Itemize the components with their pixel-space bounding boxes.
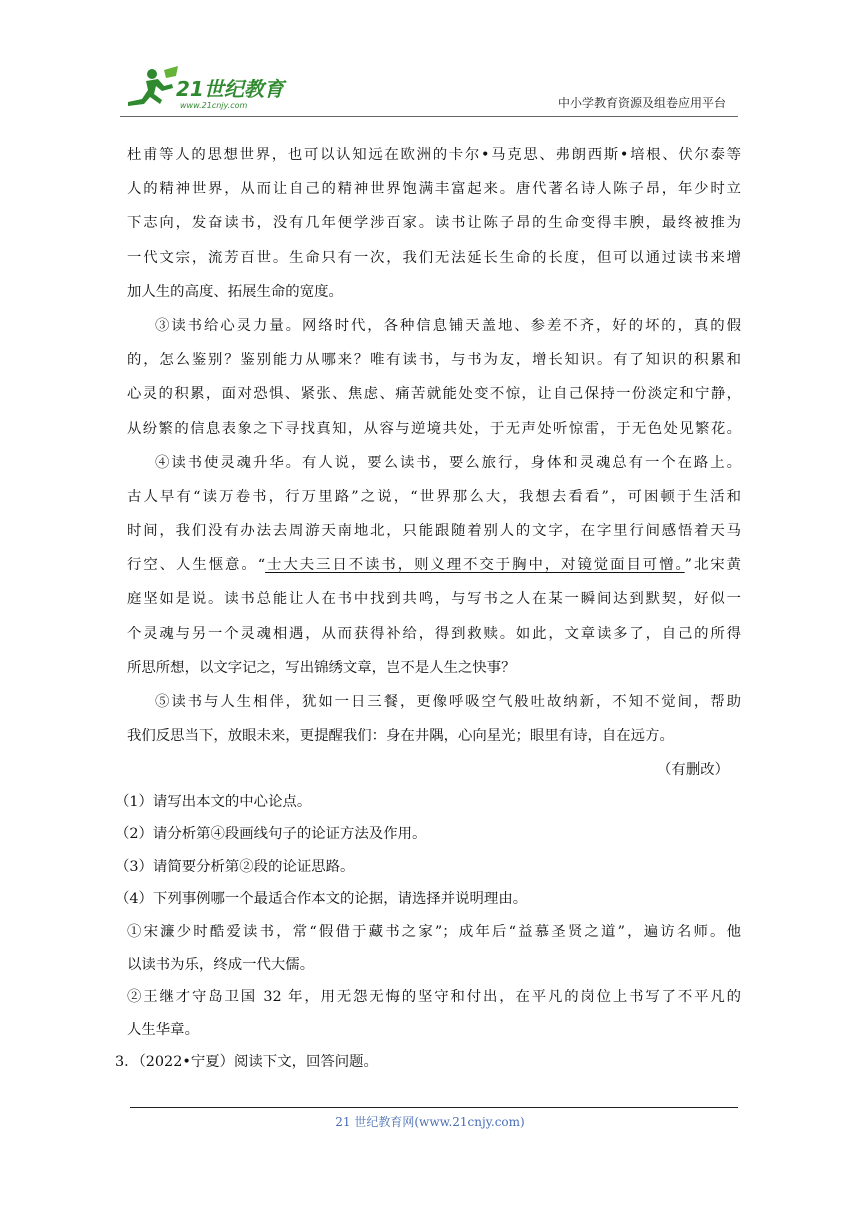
text-line: 所思所想，以文字记之，写出锦绣文章，岂不是人生之快事？ [127,659,516,676]
question-item: （4）下列事例哪一个最适合作本文的论据，请选择并说明理由。 [115,891,528,908]
footer-divider [130,1107,738,1108]
text-line: 下志向，发奋读书，没有几年便学涉百家。读书让陈子昂的生命变得丰腴，最终被推为 [127,215,741,232]
example-option-2 [127,981,741,1046]
text-line: ⑤读书与人生相伴，犹如一日三餐，更像呼吸空气般吐故纳新，不知不觉间，帮助 [155,694,741,710]
text-line: 古人早有“读万卷书，行万里路”之说，“世界那么大，我想去看看”，可困顿于生活和 [127,488,741,505]
text-line: ③读书给心灵力量。网络时代，各种信息铺天盖地、参差不齐，好的坏的，真的假 [155,317,741,334]
paragraph-4 [127,446,741,685]
svg-text:www.21cnjy.com: www.21cnjy.com [180,101,248,110]
text-line [127,548,741,582]
text-line: ①宋濂少时酷爱读书，常“假借于藏书之家”；成年后“益慕圣贤之道”，遍访名师。他 [127,923,741,940]
text-line: ②王继才守岛卫国 32 年，用无怨无悔的坚守和付出，在平凡的岗位上书写了不平凡的 [127,989,741,1006]
text-segment: ”北宋黄 [684,557,742,574]
text-line: 庭坚如是说。读书总能让人在书中找到共鸣，与写书之人在某一瞬间达到默契，好似一 [127,591,741,608]
page-header [120,64,740,114]
text-line: ④读书使灵魂升华。有人说，要么读书，要么旅行，身体和灵魂总有一个在路上。 [155,454,741,471]
question-item: （1）请写出本文的中心论点。 [115,793,312,810]
paragraph-3 [127,309,741,446]
text-line: 心灵的积累，面对恐惧、紧张、焦虑、痛苦就能处变不惊，让自己保持一份淡定和宁静， [127,386,741,403]
source-note: （有删改） [657,762,729,779]
text-line: 杜甫等人的思想世界，也可以认知远在欧洲的卡尔•马克思、弗朗西斯•培根、伏尔泰等 [127,147,741,163]
svg-text:21世纪教育: 21世纪教育 [176,77,284,101]
text-line: 的，怎么鉴别？鉴别能力从哪来？唯有读书，与书为友，增长知识。有了知识的积累和 [127,352,741,369]
text-line: 人的精神世界，从而让自己的精神世界饱满丰富起来。唐代著名诗人陈子昂，年少时立 [127,181,741,198]
next-question-heading: 3．（2022•宁夏）阅读下文，回答问题。 [115,1054,378,1071]
text-line: 加人生的高度、拓展生命的宽度。 [127,283,343,300]
question-list [115,786,741,916]
text-line: 我们反思当下，放眼未来，更提醒我们：身在井隅，心向星光；眼里有诗，自在远方。 [127,728,674,745]
question-item: （2）请分析第④段画线句子的论证方法及作用。 [115,826,427,843]
text-line: 时间，我们没有办法去周游天南地北，只能跟随着别人的文字，在字里行间感悟着天马 [127,523,741,540]
text-line: 从纷繁的信息表象之下寻找真知，从容与逆境共处，于无声处听惊雷，于无色处见繁花。 [127,420,741,437]
site-logo [120,64,290,112]
underlined-sentence: 士大夫三日不读书，则义理不交于胸中，对镜觉面目可憎。 [265,557,685,574]
text-line: 一代文宗，流芳百世。生命只有一次，我们无法延长生命的长度，但可以通过读书来增 [127,249,741,266]
platform-name: 中小学教育资源及组卷应用平台 [557,96,726,110]
text-line: 个灵魂与另一个灵魂相遇，从而获得补给，得到救赎。如此，文章读多了，自己的所得 [127,625,741,642]
text-segment: 行空、人生惬意。“ [127,557,266,574]
question-item: （3）请简要分析第②段的论证思路。 [115,858,355,875]
header-divider [120,116,738,117]
text-line: 以读书为乐，终成一代大儒。 [127,956,315,973]
paragraph-5 [127,685,741,753]
document-body [115,138,742,1079]
text-line: 人生华章。 [127,1021,199,1038]
example-option-1 [127,916,741,981]
paragraph-2-continued [127,138,741,309]
footer-link[interactable]: 21 世纪教育网(www.21cnjy.com) [335,1115,525,1129]
